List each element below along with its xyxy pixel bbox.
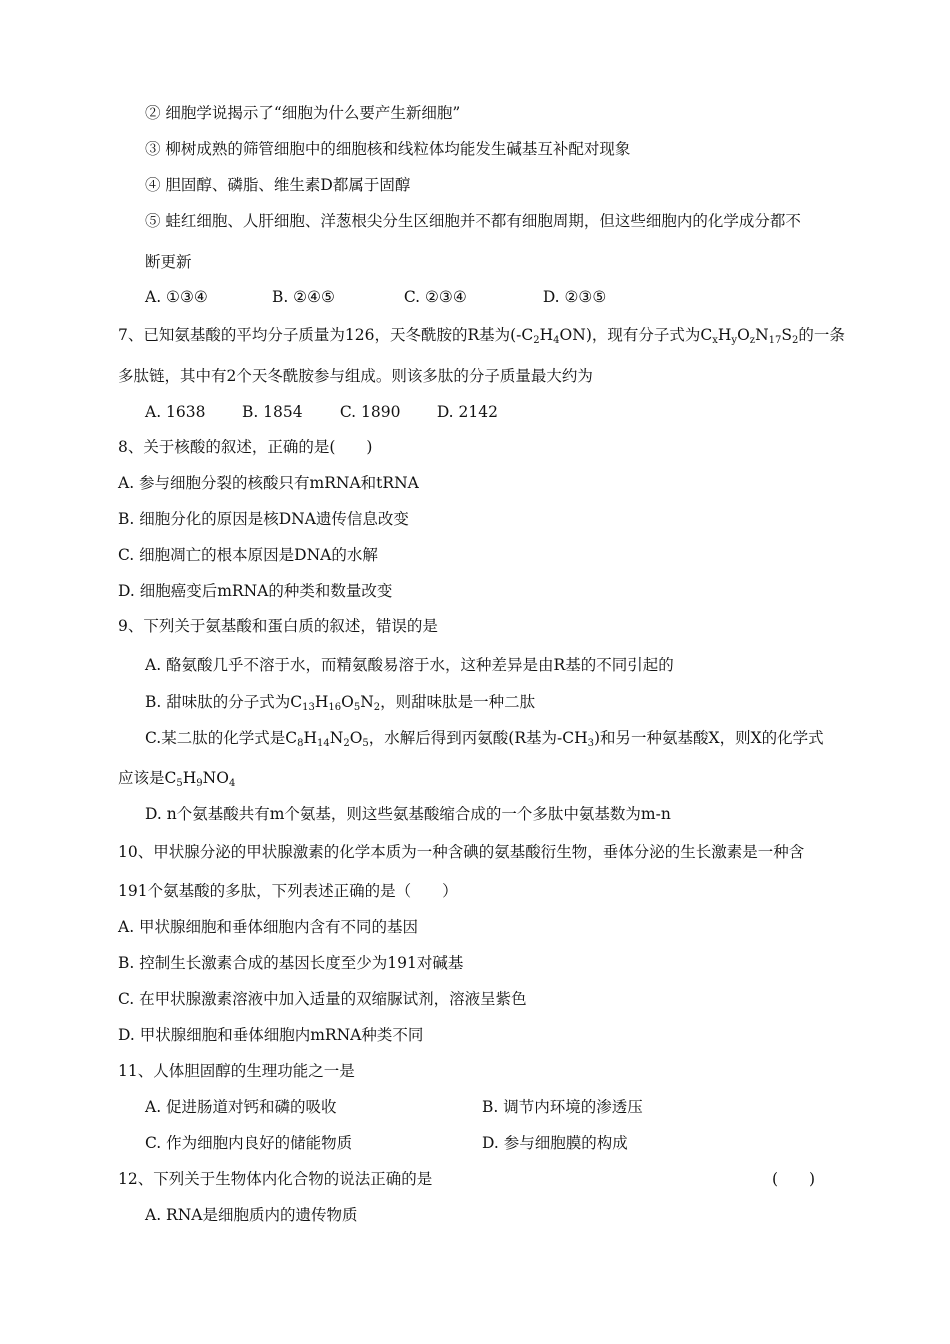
q10-option-d: D. 甲状腺细胞和垂体细胞内mRNA种类不同 [118, 1026, 424, 1044]
q6-statement-2: ② 细胞学说揭示了“细胞为什么要产生新细胞” [145, 104, 461, 122]
q9-option-d: D. n个氨基酸共有m个氨基，则这些氨基酸缩合成的一个多肽中氨基数为m-n [145, 805, 671, 823]
q11-option-d: D. 参与细胞膜的构成 [482, 1134, 628, 1152]
q10-option-b: B. 控制生长激素合成的基因长度至少为191对碱基 [118, 954, 464, 972]
q7-stem: 7、已知氨基酸的平均分子质量为126，天冬酰胺的R基为$(-C_2H_4ON)$，现有分子式为$C_xH_yO_zN_{17}S_2$的一条 [118, 326, 845, 346]
q6-statement-4: ④ 胆固醇、磷脂、维生素D都属于固醇 [145, 176, 411, 194]
q10-stem-cont: 191个氨基酸的多肽，下列表述正确的是（ ） [118, 882, 458, 900]
q9-stem: 9、下列关于氨基酸和蛋白质的叙述，错误 · ·的是 [118, 616, 438, 636]
q8-stem: 8、关于核酸的叙述，正确的是( ) [118, 438, 373, 456]
q11-option-c: C. 作为细胞内良好的储能物质 [145, 1134, 353, 1152]
q9-option-b: B. 甜味肽的分子式为$C_{13}H_{16}O_5N_2$，则甜味肽是一种二肽 [145, 693, 536, 713]
q11-option-b: B. 调节内环境的渗透压 [482, 1098, 643, 1116]
q7-options [145, 402, 498, 422]
q8-option-a: A. 参与细胞分裂的核酸只有mRNA和tRNA [118, 474, 419, 492]
q7-stem-cont: 多肽链，其中有2个天冬酰胺参与组成。则该多肽的分子质量最大约为 [118, 367, 593, 385]
q6-option-b: B. ②④⑤ [271, 288, 335, 306]
q6-statement-5: ⑤ 蛙红细胞、人肝细胞、洋葱根尖分生区细胞并不都有细胞周期，但这些细胞内的化学成分都不 [145, 212, 801, 230]
q12-option-a: A. RNA是细胞质内的遗传物质 [145, 1206, 358, 1224]
q9-option-c-cont: 应该是$C_5H_9NO_4$ [118, 769, 236, 789]
q6-option-d: D. ②③⑤ [542, 288, 607, 306]
q9-emphasis: 错误 · · [376, 617, 407, 635]
q9-option-c: C.某二肽的化学式是$C_8H_{14}N_2O_5$，水解后得到丙氨酸(R基为$-CH_3$)和另一种氨基酸X，则X的化学式 [145, 729, 824, 749]
q6-statement-5-cont: 断更新 [145, 253, 192, 271]
q8-option-c: C. 细胞凋亡的根本原因是DNA的水解 [118, 546, 378, 564]
q8-option-d: D. 细胞癌变后mRNA的种类和数量改变 [118, 582, 393, 600]
q6-options [145, 287, 606, 307]
q7-option-a: A. 1638 [145, 403, 206, 421]
q7-option-b: B. 1854 [241, 403, 303, 421]
q12-answer-paren: ( ) [772, 1170, 816, 1188]
q11-stem: 11、人体胆固醇的生理功能之一是 [118, 1062, 355, 1080]
q8-option-b: B. 细胞分化的原因是核DNA遗传信息改变 [118, 510, 409, 528]
q10-option-c: C. 在甲状腺激素溶液中加入适量的双缩脲试剂，溶液呈紫色 [118, 990, 527, 1008]
q7-option-d: D. 2142 [436, 403, 498, 421]
q9-option-a: A. 酪氨酸几乎不溶于水，而精氨酸易溶于水，这种差异是由R基的不同引起的 [145, 656, 674, 674]
q10-option-a: A. 甲状腺细胞和垂体细胞内含有不同的基因 [118, 918, 419, 936]
q7-option-c: C. 1890 [339, 403, 401, 421]
q6-option-c: C. ②③④ [403, 288, 467, 306]
q6-statement-3: ③ 柳树成熟的筛管细胞中的细胞核和线粒体均能发生碱基互补配对现象 [145, 140, 631, 158]
q6-option-a: A. ①③④ [145, 288, 208, 306]
q10-stem: 10、甲状腺分泌的甲状腺激素的化学本质为一种含碘的氨基酸衍生物，垂体分泌的生长激素是一种含 [118, 843, 805, 861]
q12-stem: 12、下列关于生物体内化合物的说法正确的是 [118, 1170, 433, 1188]
q11-option-a: A. 促进肠道对钙和磷的吸收 [145, 1098, 337, 1116]
